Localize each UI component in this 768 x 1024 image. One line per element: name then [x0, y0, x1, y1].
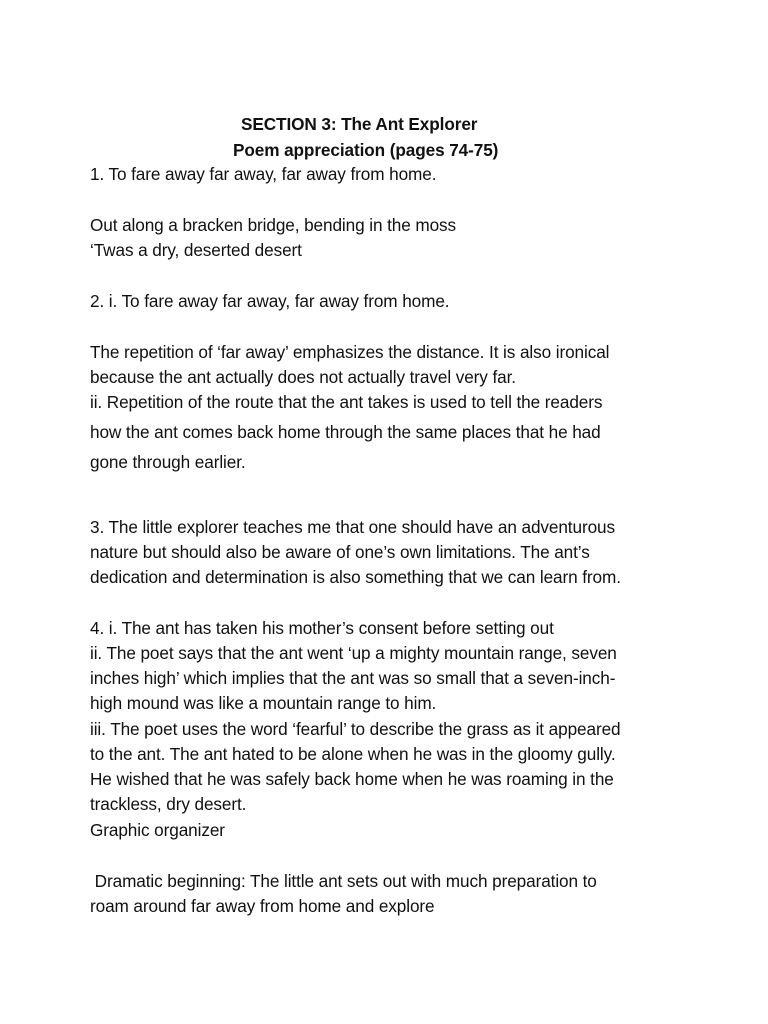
q4-line-3: inches high’ which implies that the ant was so small that a seven-inch-: [90, 668, 616, 688]
organizer-line-2: roam around far away from home and explore: [90, 896, 435, 916]
q1-line-2: Out along a bracken bridge, bending in the moss: [90, 215, 457, 235]
q4-line-7: He wished that he was safely back home when he was roaming in the: [90, 769, 614, 789]
q2-line-4: ii. Repetition of the route that the ant takes is used to tell the readers: [90, 392, 603, 412]
organizer-line-1: Dramatic beginning: The little ant sets out with much preparation to: [90, 871, 597, 891]
q4-line-6: to the ant. The ant hated to be alone when he was in the gloomy gully.: [90, 744, 616, 764]
q3-line-2: nature but should also be aware of one’s own limitations. The ant’s: [90, 542, 590, 562]
q2-line-6: gone through earlier.: [90, 452, 246, 472]
section-title: SECTION 3: The Ant Explorer: [241, 114, 478, 134]
q2-line-3: because the ant actually does not actually travel very far.: [90, 367, 516, 387]
q4-line-1: 4. i. The ant has taken his mother’s consent before setting out: [90, 618, 554, 638]
q1-line-3: ‘Twas a dry, deserted desert: [90, 240, 302, 260]
q1-line-1: 1. To fare away far away, far away from home.: [90, 164, 437, 184]
q2-line-1: 2. i. To fare away far away, far away from home.: [90, 291, 450, 311]
q2-line-5: how the ant comes back home through the same places that he had: [90, 422, 601, 442]
q4-line-2: ii. The poet says that the ant went ‘up a mighty mountain range, seven: [90, 643, 617, 663]
q2-line-2: The repetition of ‘far away’ emphasizes the distance. It is also ironical: [90, 342, 610, 362]
q4-line-8: trackless, dry desert.: [90, 794, 247, 814]
q4-line-4: high mound was like a mountain range to him.: [90, 693, 437, 713]
q3-line-3: dedication and determination is also something that we can learn from.: [90, 567, 621, 587]
q3-line-1: 3. The little explorer teaches me that one should have an adventurous: [90, 517, 615, 537]
graphic-organizer-label: Graphic organizer: [90, 820, 225, 840]
section-subtitle: Poem appreciation (pages 74-75): [233, 140, 499, 160]
q4-line-5: iii. The poet uses the word ‘fearful’ to describe the grass as it appeared: [90, 719, 621, 739]
